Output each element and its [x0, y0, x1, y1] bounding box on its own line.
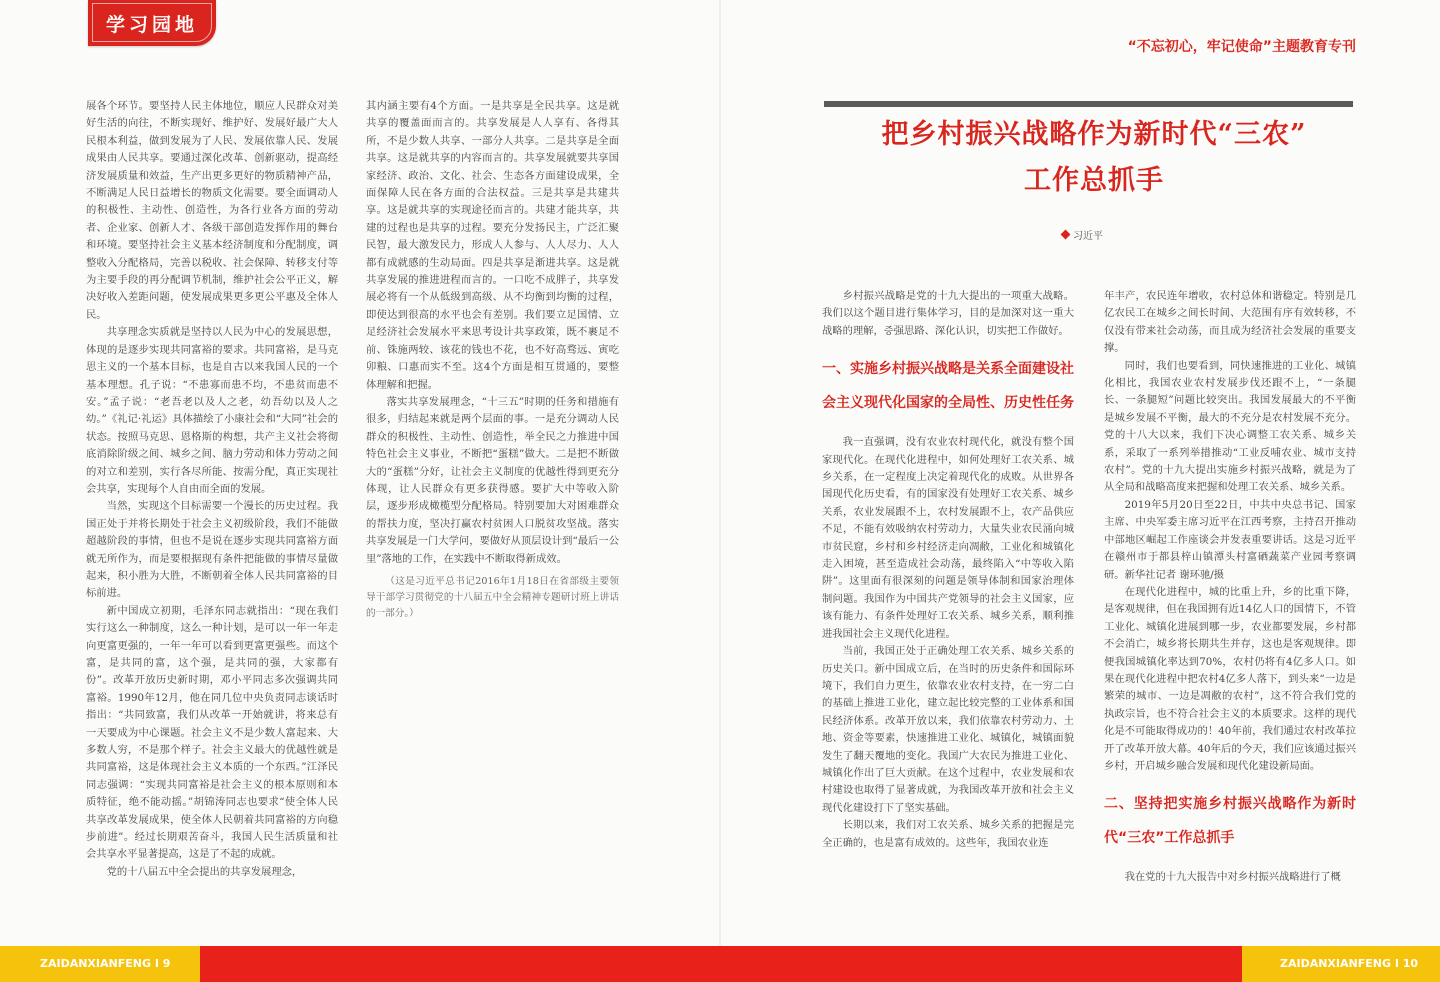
paragraph: 我在党的十九大报告中对乡村振兴战略进行了概 [1124, 871, 1341, 884]
paragraph: 在现代化进程中，城的比重上升，乡的比重下降，是客观规律，但在我国拥有近14亿人口的国情下，不管工业化、城镇化进展到哪一步，农业都要发展，乡村都不会消亡，城乡将长期共生并存，这也是客观规律。即便我国城镇化率达到70%，农村仍将有4亿多人口。如果在现代化进程中把农村4亿多人落下，到头来“一边是繁荣的城市、一边是凋敝的农村”，这不符合我们党的执政宗旨，也不符合社会主义的本质要求。这样的现代化是不可能取得成功的！40年前，我们通过农村改革拉开了改革开放大幕。40年后的今天，我们应该通过振兴乡村，开启城乡融合发展和现代化建设新局面。 [1104, 585, 1356, 772]
source-note: （这是习近平总书记2016年1月18日在省部级主要领导干部学习贯彻党的十八届五中全会精神专题研讨班上讲话的一部分。） [366, 575, 619, 619]
article-title [824, 112, 1364, 204]
section-tab [88, 0, 216, 46]
intro-paragraph: 乡村振兴战略是党的十九大提出的一项重大战略。我们以这个题目进行集体学习，目的是加深对这一重大战略的理解，증强思路、深化认识，切实把工作做好。 [822, 290, 1074, 337]
diamond-icon [1061, 230, 1071, 240]
paragraph: 展各个环节。要坚持人民主体地位，顺应人民群众对美好生活的向往，不断实现好、维护好、发展好最广大人民根本利益，做到发展为了人民、发展依靠人民、发展成果由人民共享。要通过深化改革、创新驱动，提高经济发展质量和效益，生产出更多更好的物质精神产品，不断满足人民日益增长的物质文化需要。要全面调动人的积极性、主动性、创造性，为各行业各方面的劳动者、企业家、创新人才、各级干部创造发挥作用的舞台和环境。要坚持社会主义基本经济制度和分配制度，调整收入分配格局，完善以税收、社会保障、转移支付等为主要手段的再分配调节机制，维护社会公平正义，解决好收入差距问题，使发展成果更多更公平惠及全体人民。 [86, 100, 338, 321]
section-heading-2: 二、坚持把实施乡村振兴战略作为新时代“三农”工作总抓手 [1104, 796, 1356, 847]
paragraph: 同时，我们也要看到，同快速推进的工业化、城镇化相比，我国农业农村发展步伐还跟不上，“一条腿长、一条腿短”问题比较突出。我国发展最大的不平衡是城乡发展不平衡，最大的不充分是农村发展不充分。党的十八大以来，我们下决心调整工农关系、城乡关系，采取了一系列举措推动“工业反哺农业、城市支持农村”。党的十九大提出实施乡村振兴战略，就是为了从全局和战略高度来把握和处理工农关系、城乡关系。 [1104, 359, 1356, 494]
paragraph: 其内涵主要有4个方面。一是共享是全民共享。这是就共享的覆盖面而言的。共享发展是人人享有、各得其所，不是少数人共享、一部分人共享。二是共享是全面共享。这是就共享的内容而言的。共享发展就要共享国家经济、政治、文化、社会、生态各方面建设成果，全面保障人民在各方面的合法权益。三是共享是共建共享。这是就共享的实现途径而言的。共建才能共享，共建的过程也是共享的过程。要充分发扬民主，广泛汇聚民智，最大激发民力，形成人人参与、人人尽力、人人都有成就感的生动局面。四是共享是渐进共享。这是就共享发展的推进进程而言的。一口吃不成胖子，共享发展必将有一个从低级到高级、从不均衡到均衡的过程，即使达到很高的水平也会有差别。我们要立足国情、立足经济社会发展水平来思考设计共享政策，既不裹足不前、铢施两较、该花的钱也不花，也不好高骛远、寅吃卯粮、口惠而实不至。这4个方面是相互贯通的，要整体理解和把握。 [366, 100, 619, 391]
section-heading-1: 一、实施乡村振兴战略是关系全面建设社会主义现代化国家的全局性、历史性任务 [822, 361, 1074, 412]
paragraph: 落实共享发展理念，“十三五”时期的任务和措施有很多，归结起来就是两个层面的事。一是充分调动人民群众的积极性、主动性、创造性，举全民之力推进中国特色社会主义事业，不断把“蛋糕”做大。二是把不断做大的“蛋糕”分好，让社会主义制度的优越性得到更充分体现，让人民群众有更多获得感。要扩大中等收入阶层，逐步形成橄榄型分配格局。特别要加大对困难群众的帮扶力度，坚决打赢农村贫困人口脱贫攻坚战。落实共享发展是一门大学问，要做好从顶层设计到“最后一公里”落地的工作，在实践中不断取得新成效。 [366, 395, 619, 565]
paragraph: 新中国成立初期，毛泽东同志就指出：“现在我们实行这么一种制度，这么一种计划，是可以一年一年走向更富更强的，一年一年可以看到更富更强些。而这个富，是共同的富，这个强，是共同的强，大家都有份”。改革开放历史新时期，邓小平同志多次强调共同富裕。1990年12月，他在同几位中央负责同志谈话时指出：“共同致富，我们从改革一开始就讲，将来总有一天要成为中心课题。社会主义不是少数人富起来、大多数人穷，不是那个样子。社会主义最大的优越性就是共同富裕，这是体现社会主义本质的一个东西。”江泽民同志强调：“实现共同富裕是社会主义的根本原则和本质特征，绝不能动摇。”胡锦涛同志也要求“使全体人民共享改革发展成果，使全体人民朝着共同富裕的方向稳步前进”。经过长期艰苦奋斗，我国人民生活质量和社会共享水平显著提高，这是了不起的成就。 [86, 604, 338, 861]
author-byline [1062, 227, 1103, 242]
article-title-line-2: 工作总抓手 [1024, 165, 1164, 196]
article-column-2 [1104, 288, 1356, 918]
paragraph: 当前，我国正处于正确处理工农关系、城乡关系的历史关口。新中国成立后，在当时的历史条件和国际环境下，我们自力更生，依靠农业农村支持，在一穷二白的基础上推进工业化，建立起比较完整的工业体系和国民经济体系。改革开放以来，我们依靠农村劳动力、土地、资金等要素，快速推进工业化、城镇化，城镇面貌发生了翻天覆地的变化。我国广大农民为推进工业化、城镇化作出了巨大贡献。在这个过程中，农业发展和农村建设也取得了显著成就，为我国改革开放和社会主义现代化建设打下了坚实基础。 [822, 645, 1074, 814]
paragraph: 我一直强调，没有农业农村现代化，就没有整个国家现代化。在现代化进程中，如何处理好工农关系、城乡关系，在一定程度上决定着现代化的成败。从世界各国现代化历史看，有的国家没有处理好工农关系、城乡关系，农业发展跟不上，农村发展跟不上，农产品供应不足，不能有效吸纳农村劳动力，大量失业农民涌向城市贫民窟，乡村和乡村经济走向凋敝，工业化和城镇化走入困境，甚至造成社会动荡，最终陷入“中等收入陷阱”。这里面有很深刻的问题是领导体制和国家治理体制问题。我国作为中国共产党领导的社会主义国家，应该有能力、有条件处理好工农关系、城乡关系，顺利推进我国社会主义现代化进程。 [822, 436, 1074, 640]
paragraph: 党的十八届五中全会提出的共享发展理念， [106, 865, 303, 878]
paragraph: 当然，实现这个目标需要一个漫长的历史过程。我国正处于并将长期处于社会主义初级阶段，我们不能做超越阶段的事情，但也不是说在逐步实现共同富裕方面就无所作为，而是要根据现有条件把能做的事情尽量做起来，积小胜为大胜，不断朝着全体人民共同富裕的目标前进。 [86, 500, 338, 600]
footer-page-number-right: ZAIDANXIANFENG I 10 [1280, 957, 1419, 970]
paragraph: 共享理念实质就是坚持以人民为中心的发展思想，体现的是逐步实现共同富裕的要求。共同富裕，是马克思主义的一个基本目标，也是自古以来我国人民的一个基本理想。孔子说：“不患寡而患不均，不患贫而患不安。”孟子说：“老吾老以及人之老，幼吾幼以及人之幼。”《礼记·礼运》具体描绘了小康社会和“大同”社会的状态。按照马克思、恩格斯的构想，共产主义社会将彻底消除阶级之间、城乡之间、脑力劳动和体力劳动之间的对立和差别，实行各尽所能、按需分配，真正实现社会共享，实现每个人自由而全面的发展。 [86, 326, 338, 495]
footer-bar [0, 946, 1440, 982]
footer-page-number-left: ZAIDANXIANFENG I 9 [40, 957, 171, 970]
left-page-column-2 [366, 98, 619, 658]
author-name: 习近平 [1073, 231, 1103, 242]
paragraph: 长期以来，我们对工农关系、城乡关系的把握是完全正确的，也是富有成效的。这些年，我国农业连 [822, 819, 1074, 849]
special-issue-title: “不忘初心，牢记使命”主题教育专刊 [1127, 39, 1356, 55]
page-spine [719, 0, 721, 946]
article-column-1 [822, 288, 1074, 916]
section-tab-label: 学习园地 [105, 13, 198, 36]
paragraph: 年丰产，农民连年增收，农村总体和谐稳定。特别是几亿农民工在城乡之间长时间、大范围有序有效转移，不仅没有带来社会动荡，而且成为经济社会发展的重要支撑。 [1104, 290, 1356, 355]
left-page-column-1 [86, 98, 338, 898]
article-title-line-1: 把乡村振兴战略作为新时代“三农” [881, 119, 1307, 150]
title-rule [824, 101, 1353, 107]
photo-caption: 2019年5月20日至22日，中共中央总书记、国家主席、中央军委主席习近平在江西考察，主持召开推动中部地区崛起工作座谈会并发表重要讲话。这是习近平在赣州市于都县梓山镇潭头村富硒蔬菜产业园考察调研。新华社记者 谢环驰/摄 [1104, 498, 1356, 581]
